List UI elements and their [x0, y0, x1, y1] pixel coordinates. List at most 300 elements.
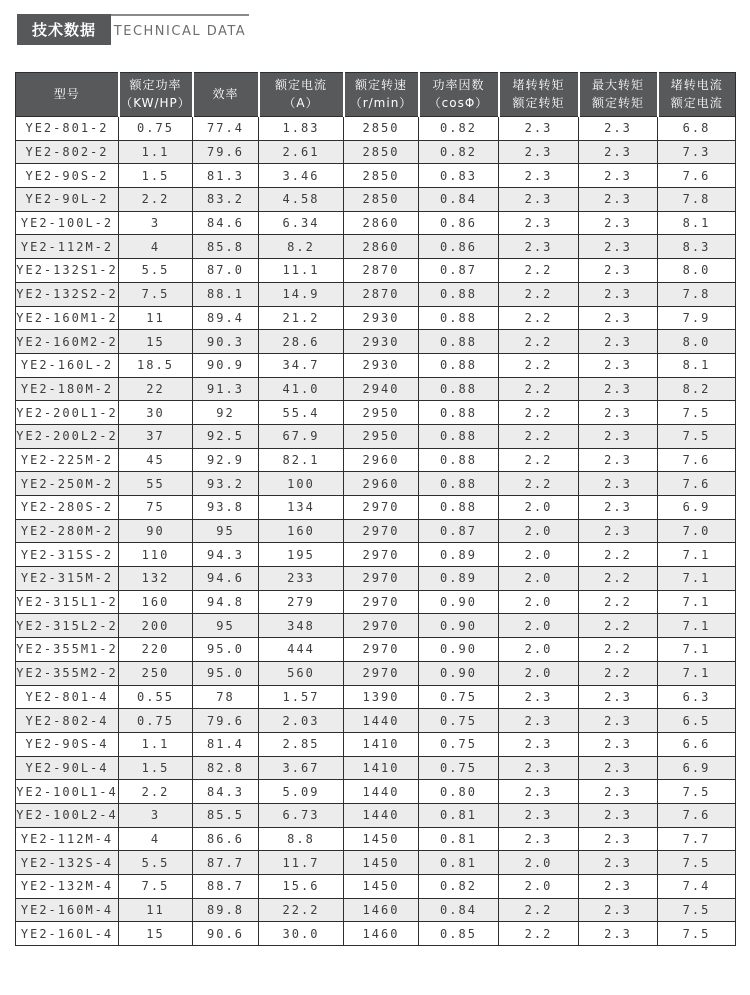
value-cell: 94.3 [193, 543, 259, 567]
value-cell: 7.0 [658, 519, 736, 543]
value-cell: 2850 [344, 140, 419, 164]
model-cell: YE2-90S-2 [16, 164, 119, 188]
value-cell: 0.89 [419, 567, 499, 591]
value-cell: 79.6 [193, 709, 259, 733]
value-cell: 2.3 [499, 211, 579, 235]
value-cell: 81.3 [193, 164, 259, 188]
value-cell: 6.9 [658, 496, 736, 520]
table-row [16, 543, 736, 567]
model-cell: YE2-280M-2 [16, 519, 119, 543]
value-cell: 2970 [344, 614, 419, 638]
value-cell: 1450 [344, 851, 419, 875]
value-cell: 7.5 [119, 282, 193, 306]
value-cell: 94.6 [193, 567, 259, 591]
value-cell: 78 [193, 685, 259, 709]
model-cell: YE2-132S-4 [16, 851, 119, 875]
value-cell: 95.0 [193, 661, 259, 685]
value-cell: 55.4 [259, 401, 344, 425]
value-cell: 18.5 [119, 353, 193, 377]
value-cell: 2.2 [499, 472, 579, 496]
value-cell: 4.58 [259, 188, 344, 212]
value-cell: 75 [119, 496, 193, 520]
value-cell: 2970 [344, 496, 419, 520]
value-cell: 0.84 [419, 188, 499, 212]
value-cell: 2.3 [579, 756, 658, 780]
col-header-0: 型号 [16, 73, 119, 117]
table-row [16, 519, 736, 543]
value-cell: 100 [259, 472, 344, 496]
value-cell: 2.2 [579, 661, 658, 685]
value-cell: 22 [119, 377, 193, 401]
value-cell: 0.88 [419, 330, 499, 354]
value-cell: 2.0 [499, 875, 579, 899]
value-cell: 34.7 [259, 353, 344, 377]
table-row [16, 164, 736, 188]
col-header-1: 额定功率 （KW/HP） [119, 73, 193, 117]
value-cell: 2.3 [499, 685, 579, 709]
value-cell: 7.5 [119, 875, 193, 899]
col-header-6: 堵转转矩 额定转矩 [499, 73, 579, 117]
value-cell: 2.3 [499, 732, 579, 756]
value-cell: 92.5 [193, 424, 259, 448]
value-cell: 2930 [344, 330, 419, 354]
model-cell: YE2-250M-2 [16, 472, 119, 496]
value-cell: 160 [259, 519, 344, 543]
value-cell: 81.4 [193, 732, 259, 756]
value-cell: 2860 [344, 211, 419, 235]
table-wrap [15, 72, 735, 946]
value-cell: 2.3 [579, 401, 658, 425]
model-cell: YE2-280S-2 [16, 496, 119, 520]
value-cell: 0.87 [419, 259, 499, 283]
value-cell: 7.3 [658, 140, 736, 164]
value-cell: 41.0 [259, 377, 344, 401]
value-cell: 8.0 [658, 330, 736, 354]
table-row [16, 235, 736, 259]
col-header-2: 效率 [193, 73, 259, 117]
value-cell: 89.8 [193, 898, 259, 922]
value-cell: 2.3 [579, 353, 658, 377]
value-cell: 279 [259, 590, 344, 614]
value-cell: 85.5 [193, 803, 259, 827]
value-cell: 0.75 [419, 709, 499, 733]
value-cell: 2.3 [579, 117, 658, 141]
value-cell: 2.3 [499, 709, 579, 733]
value-cell: 45 [119, 448, 193, 472]
table-row [16, 117, 736, 141]
value-cell: 88.1 [193, 282, 259, 306]
model-cell: YE2-315L2-2 [16, 614, 119, 638]
value-cell: 2.3 [579, 424, 658, 448]
value-cell: 7.6 [658, 448, 736, 472]
value-cell: 0.75 [119, 709, 193, 733]
model-cell: YE2-160M-4 [16, 898, 119, 922]
model-cell: YE2-315S-2 [16, 543, 119, 567]
model-cell: YE2-315L1-2 [16, 590, 119, 614]
value-cell: 90.6 [193, 922, 259, 946]
value-cell: 1.1 [119, 732, 193, 756]
table-row [16, 922, 736, 946]
value-cell: 8.2 [259, 235, 344, 259]
value-cell: 77.4 [193, 117, 259, 141]
value-cell: 5.5 [119, 851, 193, 875]
value-cell: 0.83 [419, 164, 499, 188]
value-cell: 2.3 [499, 235, 579, 259]
value-cell: 195 [259, 543, 344, 567]
value-cell: 0.89 [419, 543, 499, 567]
value-cell: 2870 [344, 259, 419, 283]
model-cell: YE2-132S1-2 [16, 259, 119, 283]
value-cell: 250 [119, 661, 193, 685]
value-cell: 1.57 [259, 685, 344, 709]
value-cell: 6.73 [259, 803, 344, 827]
value-cell: 2.2 [579, 567, 658, 591]
value-cell: 55 [119, 472, 193, 496]
col-header-8: 堵转电流 额定电流 [658, 73, 736, 117]
col-header-4: 额定转速 （r/min） [344, 73, 419, 117]
table-row [16, 851, 736, 875]
value-cell: 2.3 [579, 875, 658, 899]
value-cell: 11.7 [259, 851, 344, 875]
value-cell: 7.1 [658, 614, 736, 638]
value-cell: 30.0 [259, 922, 344, 946]
value-cell: 67.9 [259, 424, 344, 448]
value-cell: 2.2 [499, 353, 579, 377]
model-cell: YE2-801-4 [16, 685, 119, 709]
value-cell: 7.6 [658, 164, 736, 188]
table-row [16, 827, 736, 851]
value-cell: 2.3 [499, 803, 579, 827]
value-cell: 6.6 [658, 732, 736, 756]
value-cell: 2.3 [499, 756, 579, 780]
table-row [16, 211, 736, 235]
value-cell: 0.82 [419, 117, 499, 141]
value-cell: 2.85 [259, 732, 344, 756]
value-cell: 2.3 [499, 140, 579, 164]
value-cell: 15.6 [259, 875, 344, 899]
model-cell: YE2-112M-4 [16, 827, 119, 851]
value-cell: 2.0 [499, 519, 579, 543]
model-cell: YE2-160M1-2 [16, 306, 119, 330]
value-cell: 79.6 [193, 140, 259, 164]
value-cell: 11 [119, 306, 193, 330]
value-cell: 2960 [344, 472, 419, 496]
table-row [16, 875, 736, 899]
value-cell: 2.0 [499, 590, 579, 614]
value-cell: 2.3 [579, 306, 658, 330]
value-cell: 2870 [344, 282, 419, 306]
table-row [16, 472, 736, 496]
table-row [16, 756, 736, 780]
table-row [16, 259, 736, 283]
value-cell: 1460 [344, 898, 419, 922]
value-cell: 6.9 [658, 756, 736, 780]
value-cell: 2950 [344, 401, 419, 425]
table-body [16, 117, 736, 946]
model-cell: YE2-160L-4 [16, 922, 119, 946]
value-cell: 2.2 [499, 448, 579, 472]
value-cell: 6.34 [259, 211, 344, 235]
value-cell: 1.5 [119, 756, 193, 780]
value-cell: 2.0 [499, 614, 579, 638]
value-cell: 2970 [344, 567, 419, 591]
value-cell: 2.3 [579, 685, 658, 709]
value-cell: 2.61 [259, 140, 344, 164]
value-cell: 4 [119, 235, 193, 259]
value-cell: 0.88 [419, 472, 499, 496]
value-cell: 7.1 [658, 638, 736, 662]
value-cell: 2.0 [499, 543, 579, 567]
value-cell: 2.2 [579, 543, 658, 567]
model-cell: YE2-132S2-2 [16, 282, 119, 306]
value-cell: 0.80 [419, 780, 499, 804]
value-cell: 7.4 [658, 875, 736, 899]
value-cell: 7.1 [658, 590, 736, 614]
value-cell: 3.46 [259, 164, 344, 188]
value-cell: 92.9 [193, 448, 259, 472]
value-cell: 0.75 [419, 756, 499, 780]
value-cell: 82.1 [259, 448, 344, 472]
value-cell: 7.5 [658, 401, 736, 425]
value-cell: 2.3 [579, 851, 658, 875]
value-cell: 0.81 [419, 803, 499, 827]
value-cell: 1440 [344, 780, 419, 804]
value-cell: 7.6 [658, 472, 736, 496]
value-cell: 1450 [344, 827, 419, 851]
value-cell: 2.2 [579, 638, 658, 662]
value-cell: 89.4 [193, 306, 259, 330]
value-cell: 2.2 [579, 590, 658, 614]
value-cell: 1410 [344, 732, 419, 756]
value-cell: 2.3 [579, 377, 658, 401]
value-cell: 7.8 [658, 188, 736, 212]
value-cell: 2.0 [499, 567, 579, 591]
value-cell: 14.9 [259, 282, 344, 306]
value-cell: 2970 [344, 661, 419, 685]
value-cell: 95 [193, 614, 259, 638]
value-cell: 0.85 [419, 922, 499, 946]
value-cell: 87.0 [193, 259, 259, 283]
model-cell: YE2-180M-2 [16, 377, 119, 401]
value-cell: 93.8 [193, 496, 259, 520]
value-cell: 0.55 [119, 685, 193, 709]
model-cell: YE2-801-2 [16, 117, 119, 141]
value-cell: 5.5 [119, 259, 193, 283]
value-cell: 2.3 [579, 803, 658, 827]
value-cell: 2.2 [499, 330, 579, 354]
value-cell: 7.6 [658, 803, 736, 827]
value-cell: 84.6 [193, 211, 259, 235]
table-row [16, 685, 736, 709]
value-cell: 2850 [344, 117, 419, 141]
value-cell: 15 [119, 922, 193, 946]
value-cell: 0.88 [419, 401, 499, 425]
col-header-3: 额定电流 （A） [259, 73, 344, 117]
value-cell: 2.3 [579, 472, 658, 496]
value-cell: 2960 [344, 448, 419, 472]
value-cell: 2.0 [499, 851, 579, 875]
value-cell: 0.88 [419, 353, 499, 377]
value-cell: 2.3 [579, 519, 658, 543]
value-cell: 7.9 [658, 306, 736, 330]
value-cell: 2.0 [499, 496, 579, 520]
value-cell: 88.7 [193, 875, 259, 899]
value-cell: 8.0 [658, 259, 736, 283]
table-row [16, 590, 736, 614]
value-cell: 2.0 [499, 661, 579, 685]
model-cell: YE2-225M-2 [16, 448, 119, 472]
value-cell: 7.1 [658, 543, 736, 567]
table-row [16, 661, 736, 685]
value-cell: 0.81 [419, 851, 499, 875]
table-row [16, 140, 736, 164]
value-cell: 4 [119, 827, 193, 851]
value-cell: 2.3 [579, 709, 658, 733]
value-cell: 7.5 [658, 898, 736, 922]
value-cell: 8.1 [658, 353, 736, 377]
model-cell: YE2-112M-2 [16, 235, 119, 259]
value-cell: 1440 [344, 803, 419, 827]
value-cell: 2.3 [579, 448, 658, 472]
table-row [16, 306, 736, 330]
value-cell: 90.3 [193, 330, 259, 354]
value-cell: 2.2 [499, 922, 579, 946]
value-cell: 0.90 [419, 614, 499, 638]
value-cell: 37 [119, 424, 193, 448]
model-cell: YE2-802-4 [16, 709, 119, 733]
value-cell: 2950 [344, 424, 419, 448]
value-cell: 11.1 [259, 259, 344, 283]
value-cell: 2930 [344, 306, 419, 330]
table-row [16, 401, 736, 425]
value-cell: 2.3 [499, 780, 579, 804]
value-cell: 0.75 [119, 117, 193, 141]
section-title-cn: 技术数据 [31, 21, 96, 39]
table-row [16, 448, 736, 472]
value-cell: 94.8 [193, 590, 259, 614]
value-cell: 0.86 [419, 211, 499, 235]
model-cell: YE2-90S-4 [16, 732, 119, 756]
value-cell: 0.88 [419, 282, 499, 306]
value-cell: 7.8 [658, 282, 736, 306]
value-cell: 2.03 [259, 709, 344, 733]
value-cell: 3.67 [259, 756, 344, 780]
value-cell: 7.5 [658, 780, 736, 804]
model-cell: YE2-200L1-2 [16, 401, 119, 425]
value-cell: 2.3 [579, 211, 658, 235]
value-cell: 2.2 [499, 377, 579, 401]
value-cell: 8.3 [658, 235, 736, 259]
value-cell: 2970 [344, 638, 419, 662]
table-row [16, 188, 736, 212]
value-cell: 8.8 [259, 827, 344, 851]
value-cell: 2850 [344, 188, 419, 212]
table-row [16, 614, 736, 638]
value-cell: 0.90 [419, 638, 499, 662]
model-cell: YE2-315M-2 [16, 567, 119, 591]
model-cell: YE2-132M-4 [16, 875, 119, 899]
value-cell: 1.1 [119, 140, 193, 164]
value-cell: 95 [193, 519, 259, 543]
model-cell: YE2-100L1-4 [16, 780, 119, 804]
value-cell: 3 [119, 803, 193, 827]
col-header-7: 最大转矩 额定转矩 [579, 73, 658, 117]
value-cell: 85.8 [193, 235, 259, 259]
value-cell: 8.2 [658, 377, 736, 401]
model-cell: YE2-90L-2 [16, 188, 119, 212]
value-cell: 90.9 [193, 353, 259, 377]
value-cell: 200 [119, 614, 193, 638]
value-cell: 0.82 [419, 875, 499, 899]
value-cell: 2970 [344, 543, 419, 567]
value-cell: 560 [259, 661, 344, 685]
value-cell: 8.1 [658, 211, 736, 235]
value-cell: 6.3 [658, 685, 736, 709]
value-cell: 0.75 [419, 732, 499, 756]
model-cell: YE2-100L-2 [16, 211, 119, 235]
value-cell: 2.3 [499, 164, 579, 188]
model-cell: YE2-355M2-2 [16, 661, 119, 685]
value-cell: 2850 [344, 164, 419, 188]
model-cell: YE2-802-2 [16, 140, 119, 164]
value-cell: 1.5 [119, 164, 193, 188]
table-header [16, 73, 736, 117]
value-cell: 1410 [344, 756, 419, 780]
col-header-5: 功率因数 （cosΦ） [419, 73, 499, 117]
table-row [16, 567, 736, 591]
value-cell: 30 [119, 401, 193, 425]
value-cell: 2970 [344, 519, 419, 543]
table-row [16, 732, 736, 756]
value-cell: 6.8 [658, 117, 736, 141]
value-cell: 2.2 [499, 424, 579, 448]
model-cell: YE2-200L2-2 [16, 424, 119, 448]
value-cell: 0.86 [419, 235, 499, 259]
table-row [16, 353, 736, 377]
value-cell: 134 [259, 496, 344, 520]
value-cell: 0.84 [419, 898, 499, 922]
value-cell: 348 [259, 614, 344, 638]
value-cell: 2.3 [579, 780, 658, 804]
value-cell: 2.3 [579, 188, 658, 212]
value-cell: 2.0 [499, 638, 579, 662]
value-cell: 2970 [344, 590, 419, 614]
value-cell: 6.5 [658, 709, 736, 733]
value-cell: 160 [119, 590, 193, 614]
value-cell: 2.2 [499, 282, 579, 306]
value-cell: 7.1 [658, 661, 736, 685]
value-cell: 7.1 [658, 567, 736, 591]
value-cell: 2.3 [579, 827, 658, 851]
table-row [16, 282, 736, 306]
value-cell: 132 [119, 567, 193, 591]
value-cell: 15 [119, 330, 193, 354]
value-cell: 2.3 [499, 117, 579, 141]
value-cell: 83.2 [193, 188, 259, 212]
model-cell: YE2-355M1-2 [16, 638, 119, 662]
value-cell: 87.7 [193, 851, 259, 875]
value-cell: 1390 [344, 685, 419, 709]
header-rule [111, 14, 249, 45]
value-cell: 2.3 [499, 188, 579, 212]
value-cell: 93.2 [193, 472, 259, 496]
value-cell: 0.88 [419, 496, 499, 520]
value-cell: 0.75 [419, 685, 499, 709]
value-cell: 2.3 [579, 282, 658, 306]
model-cell: YE2-100L2-4 [16, 803, 119, 827]
value-cell: 2.3 [579, 140, 658, 164]
value-cell: 2.2 [119, 188, 193, 212]
